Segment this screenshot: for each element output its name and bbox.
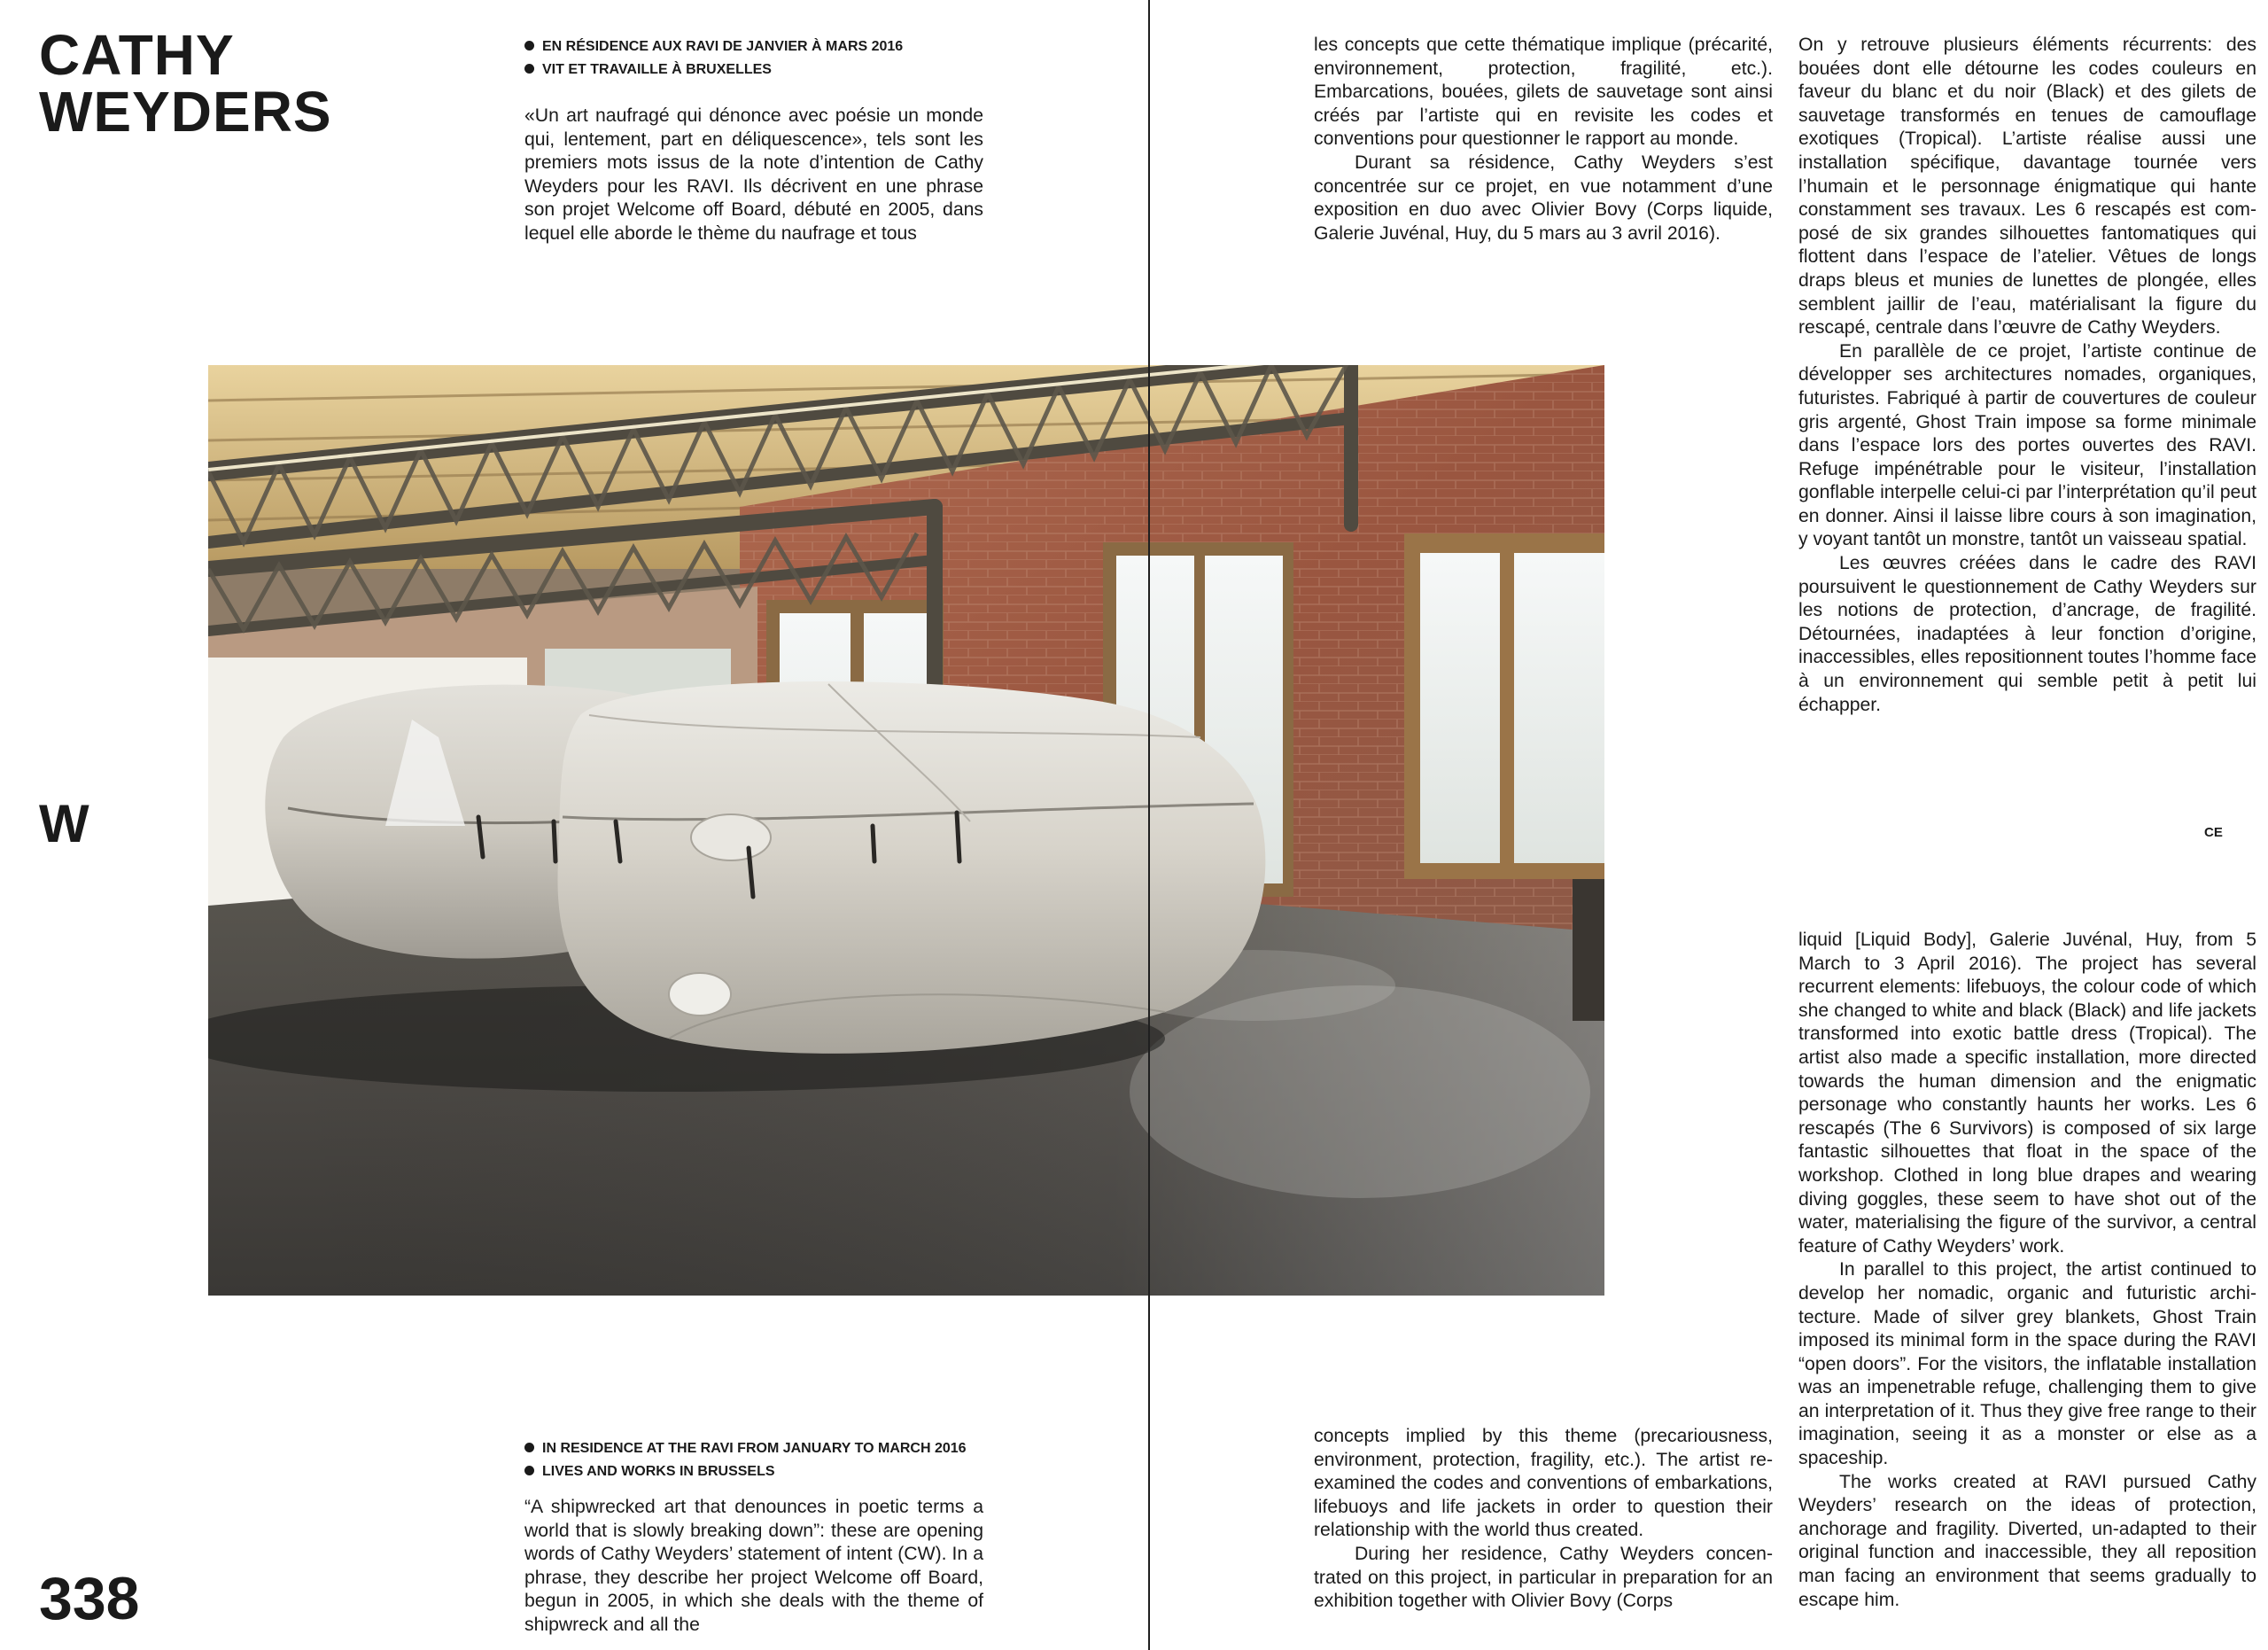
english-col2-paragraph-1: concepts implied by this theme (precariousness, environment, protection, fragility, etc.). The artist re-examined the codes and conventions of embarkations, lifebuoys and life jackets in order to question their relationship with the world thus created. — [1314, 1426, 1773, 1541]
english-col3-paragraph-3: The works created at RAVI pursued Cathy Weyders’ research on the ideas of protection, anchorage and fragility. Diverted, un-adapted to their original function and inaccessible, they all reposition man facing an environment that seems gradually to escape him. — [1798, 1471, 2256, 1610]
page-fold-line — [1148, 0, 1150, 1650]
french-col1-paragraph: «Un art naufragé qui dénonce avec poésie un monde qui, lentement, part en déliquescence», tels sont les premiers mots issus de la note d’intention de Cathy Weyders pour les RAVI. Ils décrivent en une phrase son projet Welcome off Board, débuté en 2005, dans lequel elle aborde le thème du naufrage et tous — [524, 105, 983, 244]
french-location-tag: VIT ET TRAVAILLE À BRUXELLES — [524, 58, 903, 82]
english-col1-paragraph: “A shipwrecked art that denounces in poetic terms a world that is slowly breaking down”: these are opening words of Cathy Weyders’ statement of intent (CW). In a phrase, they describe her project Welcome off Board, begun in 2005, in which she deals with the theme of shipwreck and all the — [524, 1497, 983, 1635]
title-line-first-name: CATHY — [39, 23, 235, 87]
english-residence-tag: IN RESIDENCE AT THE RAVI FROM JANUARY TO MARCH 2016 — [524, 1437, 967, 1460]
english-col3-paragraph-1: liquid [Liquid Body], Galerie Juvénal, Huy, from 5 March to 3 April 2016). The project has several recurrent elements: lifebuoys, the colour code of which she changed to white and black (Black) and life jackets transformed into exotic battle dress (Tropical). The artist also made a specific installation, more directed towards the human dimension and the enigmatic personage who constantly haunts her works. Les 6 rescapés (The 6 Survivors) is composed of six large fantastic silhouettes that float in the space of the workshop. Clothed in long blue drapes and wearing diving goggles, these seem to have shot out of the water, materialising the figure of the survivor, a central feature of Cathy Weyders’ work. — [1798, 930, 2256, 1257]
installation-photo — [208, 365, 1604, 1296]
english-column-2 — [1314, 1425, 1773, 1614]
english-location-tag: LIVES AND WORKS IN BRUSSELS — [524, 1460, 967, 1483]
french-column-2 — [1314, 34, 1773, 245]
edge-tag: CE — [2204, 825, 2223, 840]
english-info-tags — [524, 1437, 967, 1483]
french-col3-paragraph-3: Les œuvres créées dans le cadre des RAVI poursuivent le questionnement de Cathy Weyders sur les notions de protection, d’ancrage, de fragilité. Détournées, inadaptées à leur fonction d’origine, inaccessibles, elles repositionnent toutes l’homme face à un environnement qui semble petit à petit lui échapper. — [1798, 553, 2256, 715]
page-number: 338 — [39, 1565, 140, 1632]
french-col2-paragraph-1: les concepts que cette thématique implique (précarité, environnement, protection, fragilité, etc.). Embarcations, bouées, gilets de sauvetage sont ainsi créés par l’artiste qui en revisite les codes et conventions pour questionner le rapport au monde. — [1314, 35, 1773, 150]
title-line-last-name: WEYDERS — [39, 80, 332, 144]
french-col3-paragraph-1: On y retrouve plusieurs éléments récurrents: des bouées dont elle détourne les codes couleurs en faveur du blanc et du noir (Black) et des gilets de sauvetage transformés en tenues de camouflage exotiques (Tropical). L’artiste réalise aussi une installation spécifique, davantage tournée vers l’humain et le personnage énigmatique qui hante constamment ses travaux. Les 6 rescapés est composé de six grandes silhouettes fantomatiques qui flottent dans l’espace de l’atelier. Vêtues de longs draps bleus et munies de lunettes de plongée, elles semblent jaillir de l’eau, matérialisant la figure du rescapé, centrale dans l’œuvre de Cathy Weyders. — [1798, 35, 2256, 339]
french-residence-tag: EN RÉSIDENCE AUX RAVI DE JANVIER À MARS 2016 — [524, 35, 903, 58]
english-col2-paragraph-2: During her residence, Cathy Weyders concentrated on this project, in particular in preparation for an exhibition together with Olivier Bovy (Corps — [1314, 1543, 1773, 1612]
french-col2-paragraph-2: Durant sa résidence, Cathy Weyders s’est concentrée sur ce projet, en vue notamment d’une exposition en duo avec Olivier Bovy (Corps liquide, Galerie Juvénal, Huy, du 5 mars au 3 avril 2016). — [1314, 152, 1773, 244]
english-col3-paragraph-2: In parallel to this project, the artist continued to develop her nomadic, organic and futuristic architecture. Made of silver grey blankets, Ghost Train imposed its minimal form in the space during the RAVI “open doors”. For the visitors, the inflatable installation was an impenetrable refuge, challenging them to give an interpretation of it. Thus they give free range to their imagination, seeing it as a monster or else as a spaceship. — [1798, 1259, 2256, 1469]
french-col3-paragraph-2: En parallèle de ce projet, l’artiste continue de développer ses architectures nomades, organiques, futuristes. Fabriqué à partir de couvertures de couleur gris argenté, Ghost Train impose sa forme minimale dans l’espace lors des portes ouvertes des RAVI. Refuge impénétrable pour le visiteur, l’installation gonflable interpelle celui-ci par l’interprétation qu’il peut en donner. Ainsi il laisse libre cours à son imagination, y voyant tantôt un monstre, tantôt un vaisseau spatial. — [1798, 340, 2256, 550]
artist-name-title — [39, 23, 332, 144]
french-column-3 — [1798, 34, 2256, 717]
french-column-1 — [524, 105, 983, 246]
english-column-1 — [524, 1496, 983, 1638]
english-column-3 — [1798, 929, 2256, 1612]
french-info-tags — [524, 35, 903, 82]
section-letter: W — [39, 794, 89, 853]
